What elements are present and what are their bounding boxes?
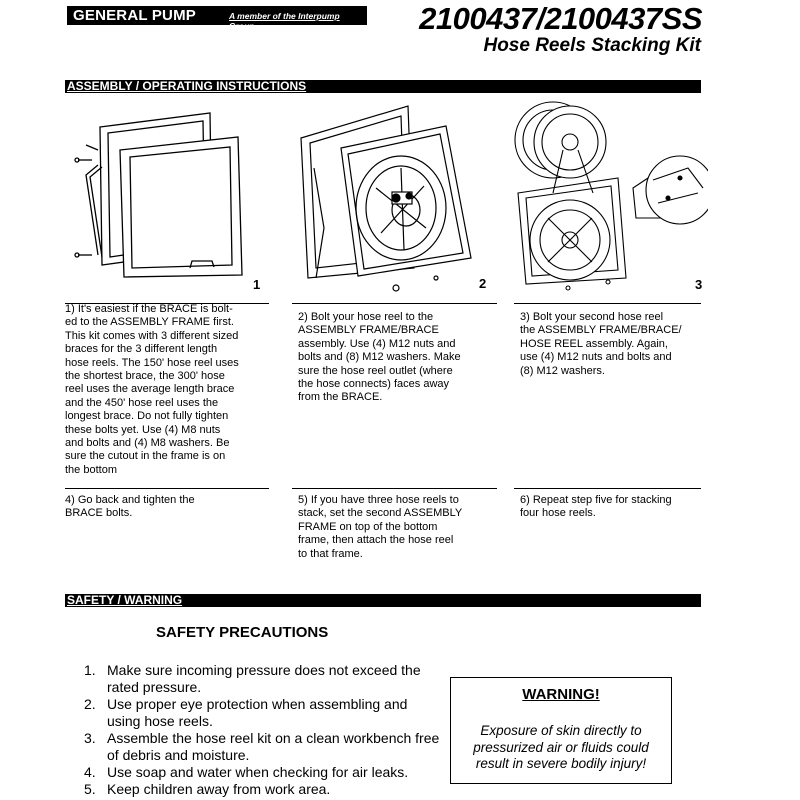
figure-3-number: 3 bbox=[695, 277, 703, 292]
figure-1-frame-brace-drawing bbox=[70, 105, 270, 292]
step-divider bbox=[292, 303, 497, 304]
precaution-item bbox=[84, 781, 444, 798]
precaution-number: 3. bbox=[84, 730, 96, 746]
warning-box bbox=[450, 677, 672, 784]
figure-3-stacked-reels-drawing bbox=[508, 98, 708, 293]
precaution-text: Assemble the hose reel kit on a clean workbench free of debris and moisture. bbox=[107, 730, 440, 763]
warning-text: Exposure of skin directly to pressurized air or fluids could result in severe bodily injury! bbox=[473, 723, 649, 771]
precaution-item bbox=[84, 730, 444, 764]
assembly-section-header: ASSEMBLY / OPERATING INSTRUCTIONS bbox=[65, 80, 701, 93]
safety-precautions-list bbox=[84, 662, 444, 798]
warning-title: WARNING! bbox=[522, 686, 600, 703]
document-subtitle: Hose Reels Stacking Kit bbox=[483, 35, 701, 56]
figure-2-hose-reel-drawing bbox=[296, 98, 496, 298]
step-1-text: 1) It's easiest if the BRACE is bolt- ed to the ASSEMBLY FRAME first. This kit comes with 3 different sized braces for the 3 different length hose reels. The 150' hose reel uses the shortest brace, the 300' hose reel uses the average length brace and the 450' hose reel uses the longest brace. Do not fully tighten these bolts yet. Use (4) M8 nuts and bolts and (4) M8 washers. Be sure the cutout in the frame is on the bottom bbox=[65, 303, 239, 476]
brand-tagline: A member of the Interpump Group bbox=[229, 11, 340, 31]
precaution-number: 1. bbox=[84, 662, 96, 678]
figure-2-number: 2 bbox=[479, 276, 487, 291]
precaution-number: 5. bbox=[84, 781, 96, 797]
precaution-item bbox=[84, 662, 444, 696]
precaution-text: Use proper eye protection when assembling and using hose reels. bbox=[107, 696, 408, 729]
precaution-item bbox=[84, 696, 444, 730]
model-number: 2100437/2100437SS bbox=[419, 1, 702, 36]
brand-banner bbox=[67, 6, 367, 31]
precaution-text: Make sure incoming pressure does not exceed the rated pressure. bbox=[107, 662, 421, 695]
step-2-text: 2) Bolt your hose reel to the ASSEMBLY FRAME/BRACE assembly. Use (4) M12 nuts and bolts and (8) M12 washers. Make sure the hose reel outlet (where the hose connects) faces away from the BRACE. bbox=[298, 311, 461, 404]
step-divider bbox=[514, 488, 701, 489]
safety-precautions-title: SAFETY PRECAUTIONS bbox=[156, 624, 329, 641]
safety-section-header: SAFETY / WARNING bbox=[65, 594, 701, 607]
step-6-text: 6) Repeat step five for stacking four hose reels. bbox=[520, 494, 672, 520]
precaution-text: Keep children away from work area. bbox=[107, 781, 331, 797]
step-divider bbox=[292, 488, 497, 489]
step-divider bbox=[514, 303, 701, 304]
step-4-text: 4) Go back and tighten the BRACE bolts. bbox=[65, 494, 195, 520]
step-5-text: 5) If you have three hose reels to stack, set the second ASSEMBLY FRAME on top of the bottom frame, then attach the hose reel to that frame. bbox=[298, 494, 463, 560]
precaution-item bbox=[84, 764, 444, 781]
step-3-text: 3) Bolt your second hose reel the ASSEMBLY FRAME/BRACE/ HOSE REEL assembly. Again, use (4) M12 nuts and bolts and (8) M12 washers. bbox=[520, 311, 682, 377]
precaution-text: Use soap and water when checking for air leaks. bbox=[107, 764, 409, 780]
precaution-number: 2. bbox=[84, 696, 96, 712]
brand-name: GENERAL PUMP bbox=[73, 7, 196, 24]
precaution-number: 4. bbox=[84, 764, 96, 780]
step-divider bbox=[65, 488, 269, 489]
figure-1-number: 1 bbox=[253, 277, 261, 292]
